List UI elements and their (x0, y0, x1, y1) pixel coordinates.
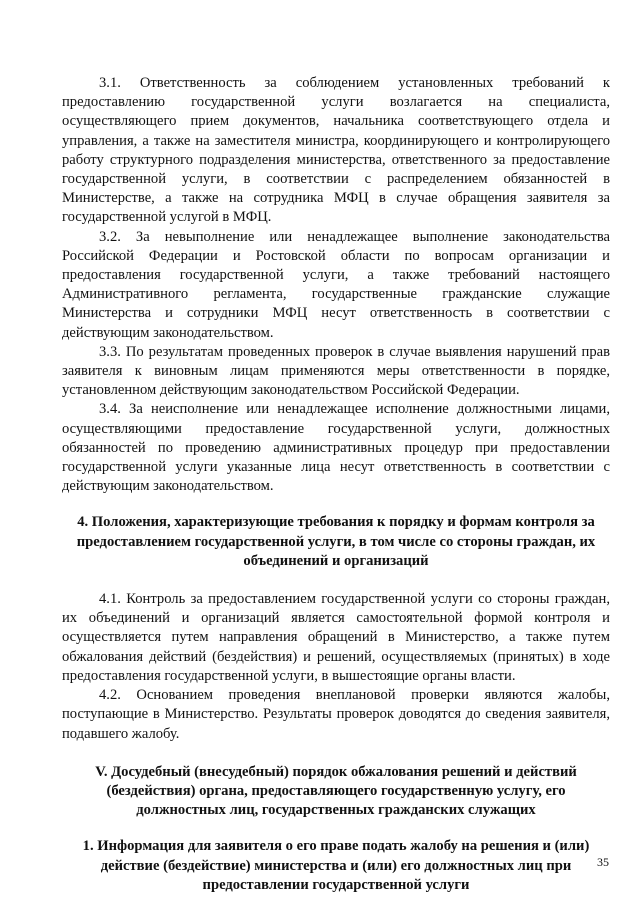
document-body (62, 74, 610, 895)
paragraph-3-4: 3.4. За неисполнение или ненадлежащее исполнение должностными лицами, осуществляющими предоставление государственной услуги, должностных обязанностей по проведению административных процедур при предоставлении государственной услуги указанные лица несут ответственность в соответствии с действующим законодательством. (62, 401, 610, 495)
page-number: 35 (597, 855, 609, 869)
section-5-heading: V. Досудебный (внесудебный) порядок обжалования решений и действий (бездействия) органа, предоставляющего государственную услугу, его должностных лиц, государственных гражданских служащих (95, 763, 577, 819)
paragraph-3-1: 3.1. Ответственность за соблюдением установленных требований к предоставлению государственной услуги возлагается на специалиста, осуществляющего прием документов, начальника соответствующего отдела и управления, а также на заместителя министра, координирующего и контролирующего работу структурного подразделения министерства, ответственного за предоставление государственной услуги, в соответствии с распределением обязанностей в Министерстве, а также на сотрудника МФЦ в случае обращения заявителя за государственной услугой в МФЦ. (62, 75, 610, 226)
section-5-1-heading: 1. Информация для заявителя о его праве подать жалобу на решения и (или) действие (бездействие) министерства и (или) его должностных лиц при предоставлении государственной услуги (82, 838, 590, 893)
section-4-heading: 4. Положения, характеризующие требования к порядку и формам контроля за предоставлением государственной услуги, в том числе со стороны граждан, их объединений и организаций (76, 514, 596, 569)
paragraph-3-2: 3.2. За невыполнение или ненадлежащее выполнение законодательства Российской Федерации и Ростовской области по вопросам организации и предоставления государственной услуги, а также требований настоящего Административного регламента, государственные гражданские служащие Министерства и сотрудники МФЦ несут ответственность в соответствии с действующим законодательством. (62, 228, 610, 341)
paragraph-4-1: 4.1. Контроль за предоставлением государственной услуги со стороны граждан, их объединений и организаций является самостоятельной формой контроля и осуществляется путем направления обращений в Министерство, а также путем обжалования действий (бездействия) и решений, осуществляемых (принятых) в ходе предоставления государственной услуги, в вышестоящие органы власти. (62, 591, 610, 684)
paragraph-3-3: 3.3. По результатам проведенных проверок в случае выявления нарушений прав заявителя к виновным лицам применяются меры ответственности в порядке, установленном действующим законодательством Российской Федерации. (62, 343, 610, 399)
paragraph-4-2: 4.2. Основанием проведения внеплановой проверки являются жалобы, поступающие в Министерство. Результаты проверок доводятся до сведения заявителя, подавшего жалобу. (62, 687, 610, 742)
